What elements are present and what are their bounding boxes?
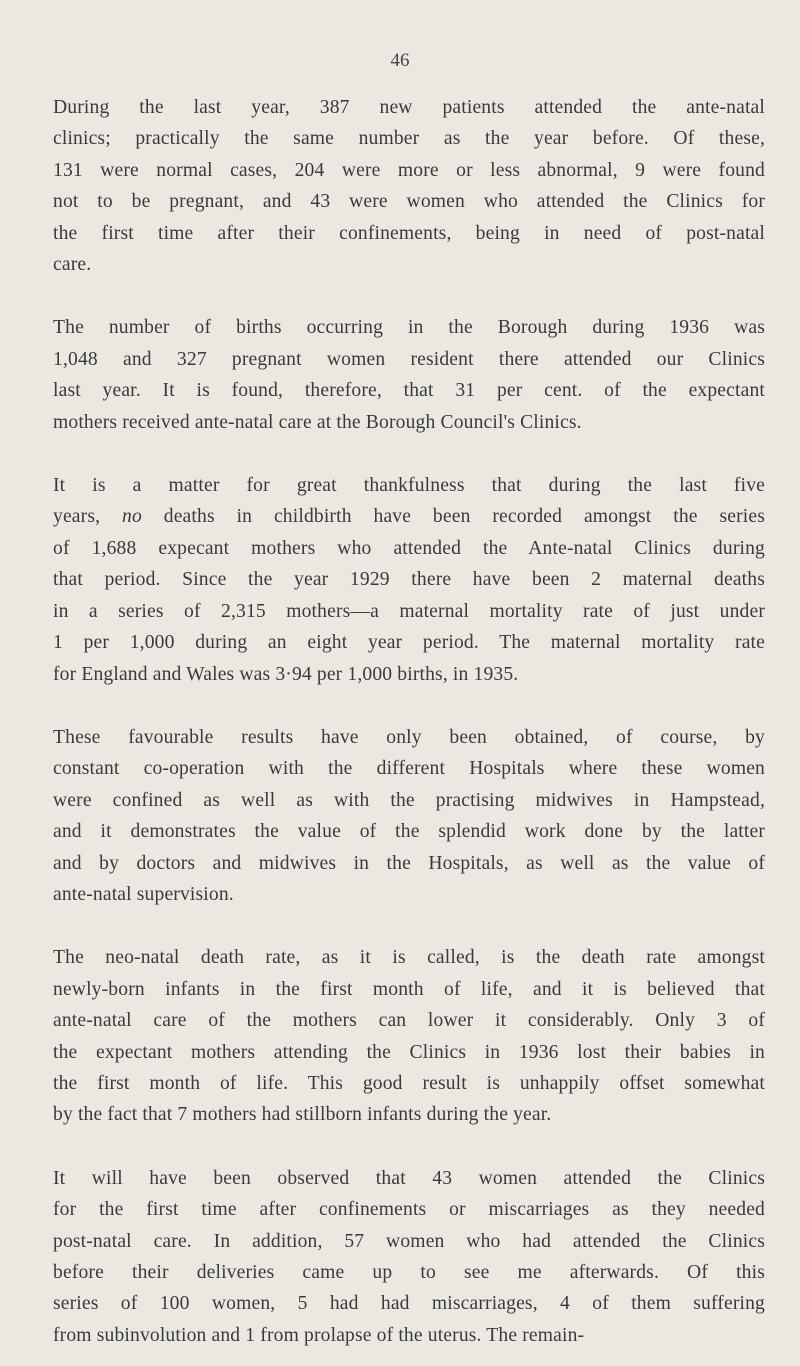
- text-line: mothers received ante-natal care at the Borough Council's Clinics.: [53, 411, 582, 433]
- text-line: care.: [53, 254, 92, 276]
- paragraph: [53, 722, 765, 910]
- text-line: before their deliveries came up to see me afterwards. Of this: [53, 1262, 765, 1283]
- text-line: clinics; practically the same number as the year before. Of these,: [53, 128, 765, 150]
- text-line: the first time after their confinements, being in need of post-natal: [53, 222, 765, 244]
- text-line: constant co-operation with the different Hospitals where these women: [53, 758, 765, 780]
- text-line: These favourable results have only been obtained, of course, by: [53, 726, 765, 748]
- text-line: and it demonstrates the value of the splendid work done by the latter: [53, 821, 765, 843]
- paragraph: [53, 92, 765, 280]
- paragraph: [53, 312, 765, 438]
- text-line: of 1,688 expecant mothers who attended the Ante-natal Clinics during: [53, 537, 765, 559]
- text-line: The number of births occurring in the Borough during 1936 was: [53, 317, 765, 339]
- text-line: It will have been observed that 43 women attended the Clinics: [53, 1167, 765, 1189]
- text-line: years, no deaths in childbirth have been recorded amongst the series: [53, 506, 766, 528]
- text-line: for the first time after confinements or miscarriages as they needed: [53, 1199, 765, 1221]
- text-line: The neo-natal death rate, as it is called, is the death rate amongst: [53, 947, 765, 969]
- text-line: by the fact that 7 mothers had stillborn infants during the year.: [53, 1104, 552, 1126]
- paragraph: [53, 942, 765, 1130]
- paragraph: [53, 1163, 765, 1351]
- text-line: 1,048 and 327 pregnant women resident there attended our Clinics: [53, 348, 765, 370]
- text-line: from subinvolution and 1 from prolapse of the uterus. The remain-: [53, 1324, 585, 1346]
- text-line: and by doctors and midwives in the Hospitals, as well as the value of: [53, 852, 765, 874]
- body-text: [53, 92, 765, 1351]
- text-line: were confined as well as with the practising midwives in Hampstead,: [53, 789, 765, 811]
- text-line: During the last year, 387 new patients attended the ante-natal: [53, 97, 765, 118]
- text-line: not to be pregnant, and 43 were women who attended the Clinics for: [53, 191, 765, 213]
- text-line: post-natal care. In addition, 57 women who had attended the Clinics: [53, 1230, 765, 1252]
- text-line: newly-born infants in the first month of life, and it is believed that: [53, 978, 765, 1000]
- paragraph: [53, 470, 765, 690]
- text-line: ante-natal supervision.: [53, 883, 234, 905]
- text-line: series of 100 women, 5 had had miscarriages, 4 of them suffering: [53, 1293, 765, 1315]
- text-line: It is a matter for great thankfulness that during the last five: [53, 475, 765, 497]
- text-line: for England and Wales was 3·94 per 1,000 births, in 1935.: [53, 663, 519, 685]
- text-line: in a series of 2,315 mothers—a maternal mortality rate of just under: [53, 600, 765, 622]
- text-line: ante-natal care of the mothers can lower it considerably. Only 3 of: [53, 1010, 765, 1032]
- text-line: the expectant mothers attending the Clinics in 1936 lost their babies in: [53, 1041, 765, 1063]
- page-number: 46: [390, 50, 410, 71]
- text-line: 131 were normal cases, 204 were more or less abnormal, 9 were found: [53, 159, 765, 181]
- text-line: last year. It is found, therefore, that 31 per cent. of the expectant: [53, 380, 765, 402]
- text-line: 1 per 1,000 during an eight year period. The maternal mortality rate: [53, 632, 765, 654]
- text-line: the first month of life. This good result is unhappily offset somewhat: [53, 1072, 765, 1094]
- text-line: that period. Since the year 1929 there have been 2 maternal deaths: [53, 569, 765, 591]
